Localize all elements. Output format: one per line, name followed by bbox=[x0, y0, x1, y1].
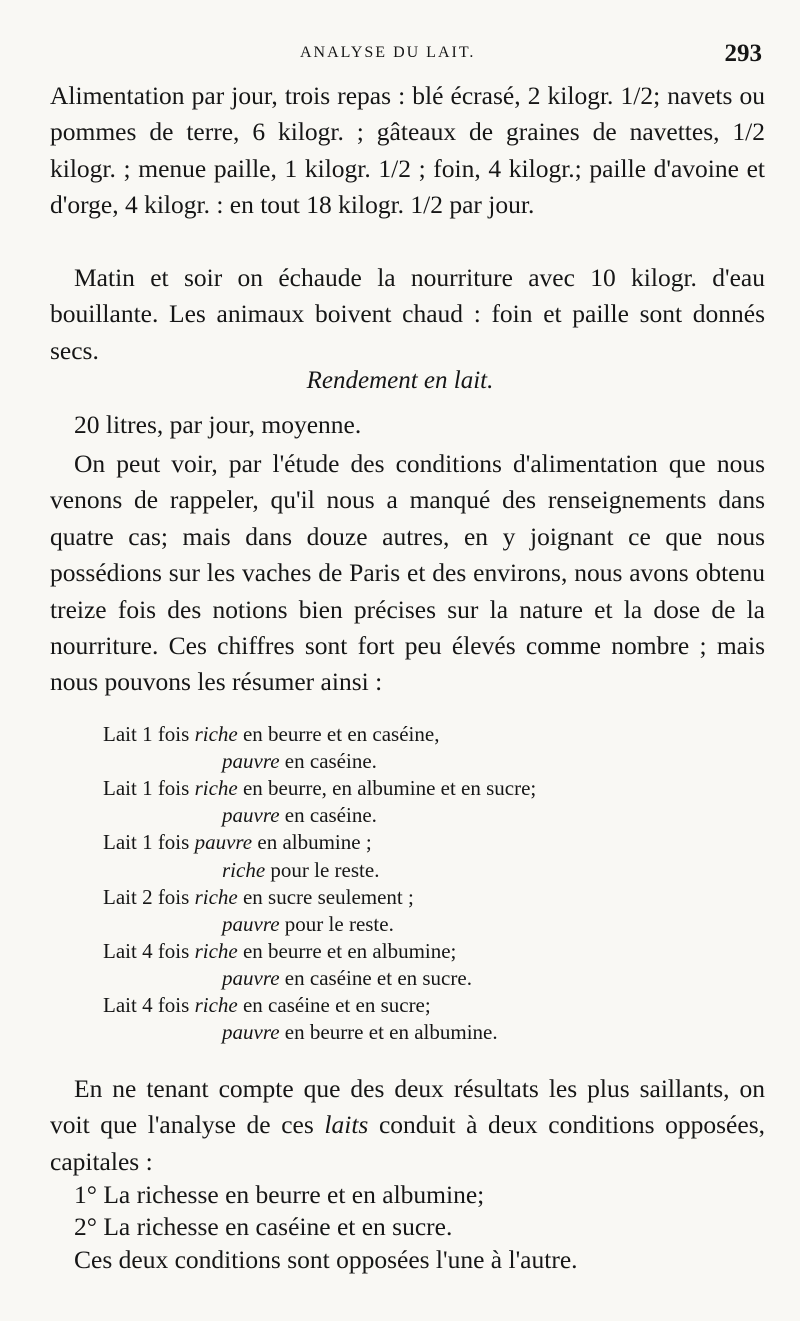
page-header bbox=[50, 40, 762, 72]
result-line: riche pour le reste. bbox=[222, 858, 380, 882]
result-line: pauvre en caséine et en sucre. bbox=[222, 966, 472, 990]
result-line: Lait 1 fois riche en beurre et en caséine, bbox=[103, 722, 440, 746]
result-line: pauvre en caséine. bbox=[222, 803, 377, 827]
closing-sentence: Ces deux conditions sont opposées l'une à l'autre. bbox=[74, 1245, 578, 1274]
result-line: Lait 1 fois pauvre en albumine ; bbox=[103, 830, 372, 854]
result-line: Lait 4 fois riche en beurre et en albumine; bbox=[103, 939, 457, 963]
result-line: Lait 1 fois riche en beurre, en albumine et en sucre; bbox=[103, 776, 537, 800]
paragraph-yield-text: 20 litres, par jour, moyenne. bbox=[74, 410, 362, 439]
condition-item: 1° La richesse en beurre et en albumine; bbox=[74, 1180, 485, 1209]
emphasis-laits: laits bbox=[324, 1110, 369, 1140]
section-subheading: Rendement en lait. bbox=[306, 367, 494, 394]
paragraph-summary-intro-text: On peut voir, par l'étude des conditions d'alimentation que nous venons de rappeler, qu'il nous a manqué des renseignements dans quatre cas; mais dans douze autres, en y joignant ce que nous possédions sur les vaches de Paris et des environs, nous avons obtenu treize fois des notions bien précises sur la nature et la dose de la nourriture. Ces chiffres sont fort peu élevés comme nombre ; mais nous pouvons les résumer ainsi : bbox=[50, 449, 765, 697]
running-head: ANALYSE DU LAIT. bbox=[300, 44, 476, 61]
paragraph-yield bbox=[50, 407, 765, 443]
paragraph-preparation bbox=[50, 260, 765, 369]
page-number: 293 bbox=[724, 40, 762, 67]
result-line: Lait 4 fois riche en caséine et en sucre; bbox=[103, 993, 431, 1017]
paragraph-conclusion: En ne tenant compte que des deux résultats les plus saillants, on voit que l'analyse de ces laits conduit à deux conditions opposées, capitales : bbox=[50, 1074, 765, 1176]
paragraph-feeding: Alimentation par jour, trois repas : blé écrasé, 2 kilogr. 1/2; navets ou pommes de terre, 6 kilogr. ; gâteaux de graines de navettes, 1/2 kilogr. ; menue paille, 1 kilogr. 1/2 ; foin, 4 kilogr.; paille d'avoine et d'orge, 4 kilogr. : en tout 18 kilogr. 1/2 par jour. bbox=[50, 81, 765, 220]
paragraph-summary-intro bbox=[50, 446, 765, 701]
result-line: pauvre pour le reste. bbox=[222, 912, 394, 936]
result-line: Lait 2 fois riche en sucre seulement ; bbox=[103, 885, 414, 909]
paragraph-preparation-text: Matin et soir on échaude la nourriture avec 10 kilogr. d'eau bouillante. Les animaux boivent chaud : foin et paille sont donnés secs. bbox=[50, 263, 765, 365]
condition-item: 2° La richesse en caséine et en sucre. bbox=[74, 1212, 453, 1241]
result-line: pauvre en caséine. bbox=[222, 749, 377, 773]
result-line: pauvre en beurre et en albumine. bbox=[222, 1020, 498, 1044]
